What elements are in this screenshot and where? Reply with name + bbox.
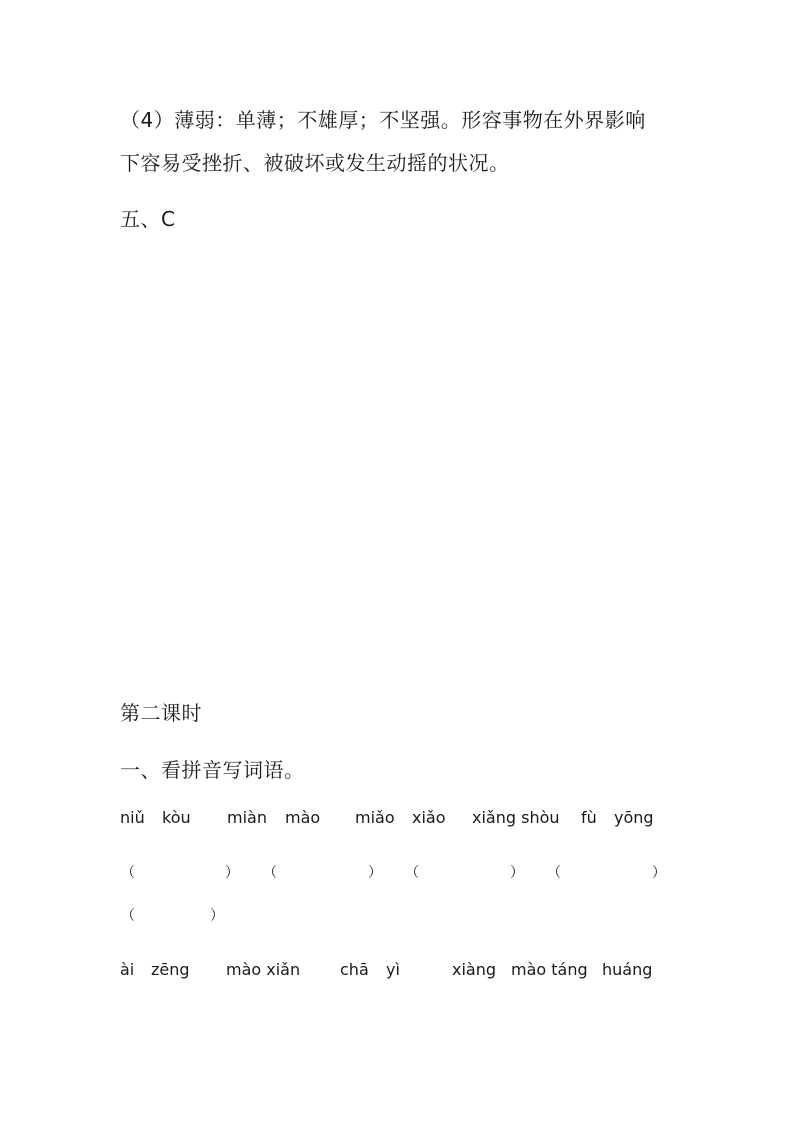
pinyin-syllable: kòu [162, 808, 191, 827]
pinyin-syllable: fù [581, 808, 597, 827]
pinyin-syllable: ài [120, 960, 135, 979]
bracket-close: ） [652, 865, 666, 881]
pinyin-syllable: yì [386, 960, 400, 979]
pinyin-syllable: niǔ [120, 808, 145, 827]
bracket-open: （ [121, 865, 135, 881]
pinyin-syllable: zēng [151, 960, 190, 979]
pinyin-syllable: xiǎo [412, 808, 446, 827]
bracket-close: ） [368, 865, 382, 881]
bracket-open: （ [405, 865, 419, 881]
pinyin-syllable: yōng [614, 808, 654, 827]
pinyin-row-1 [0, 808, 794, 830]
answer-item-4-line2: 下容易受挫折、被破坏或发生动摇的状况。 [120, 151, 510, 175]
answer-brackets-row-1 [0, 862, 794, 882]
answer-brackets-row-2 [0, 905, 794, 925]
bracket-close: ） [225, 865, 239, 881]
pinyin-syllable: miàn [227, 808, 267, 827]
pinyin-syllable: chā [340, 960, 369, 979]
pinyin-syllable: mào xiǎn [226, 960, 301, 979]
pinyin-syllable: xiàng [452, 960, 497, 979]
bracket-close: ） [510, 865, 524, 881]
bracket-open: （ [121, 908, 135, 924]
lesson-title: 第二课时 [120, 701, 202, 725]
pinyin-syllable: miǎo [355, 808, 395, 827]
pinyin-row-2 [0, 960, 794, 982]
pinyin-syllable: mào [285, 808, 321, 827]
pinyin-syllable: xiǎng shòu [472, 808, 560, 827]
bracket-open: （ [263, 865, 277, 881]
question-1-title: 一、看拼音写词语。 [120, 758, 305, 782]
bracket-close: ） [210, 908, 224, 924]
pinyin-syllable: mào táng [511, 960, 588, 979]
pinyin-syllable: huáng [602, 960, 653, 979]
bracket-open: （ [547, 865, 561, 881]
answer-item-4-line1: （4）薄弱：单薄；不雄厚；不坚强。形容事物在外界影响 [120, 108, 646, 132]
answer-section-5: 五、C [120, 207, 176, 231]
